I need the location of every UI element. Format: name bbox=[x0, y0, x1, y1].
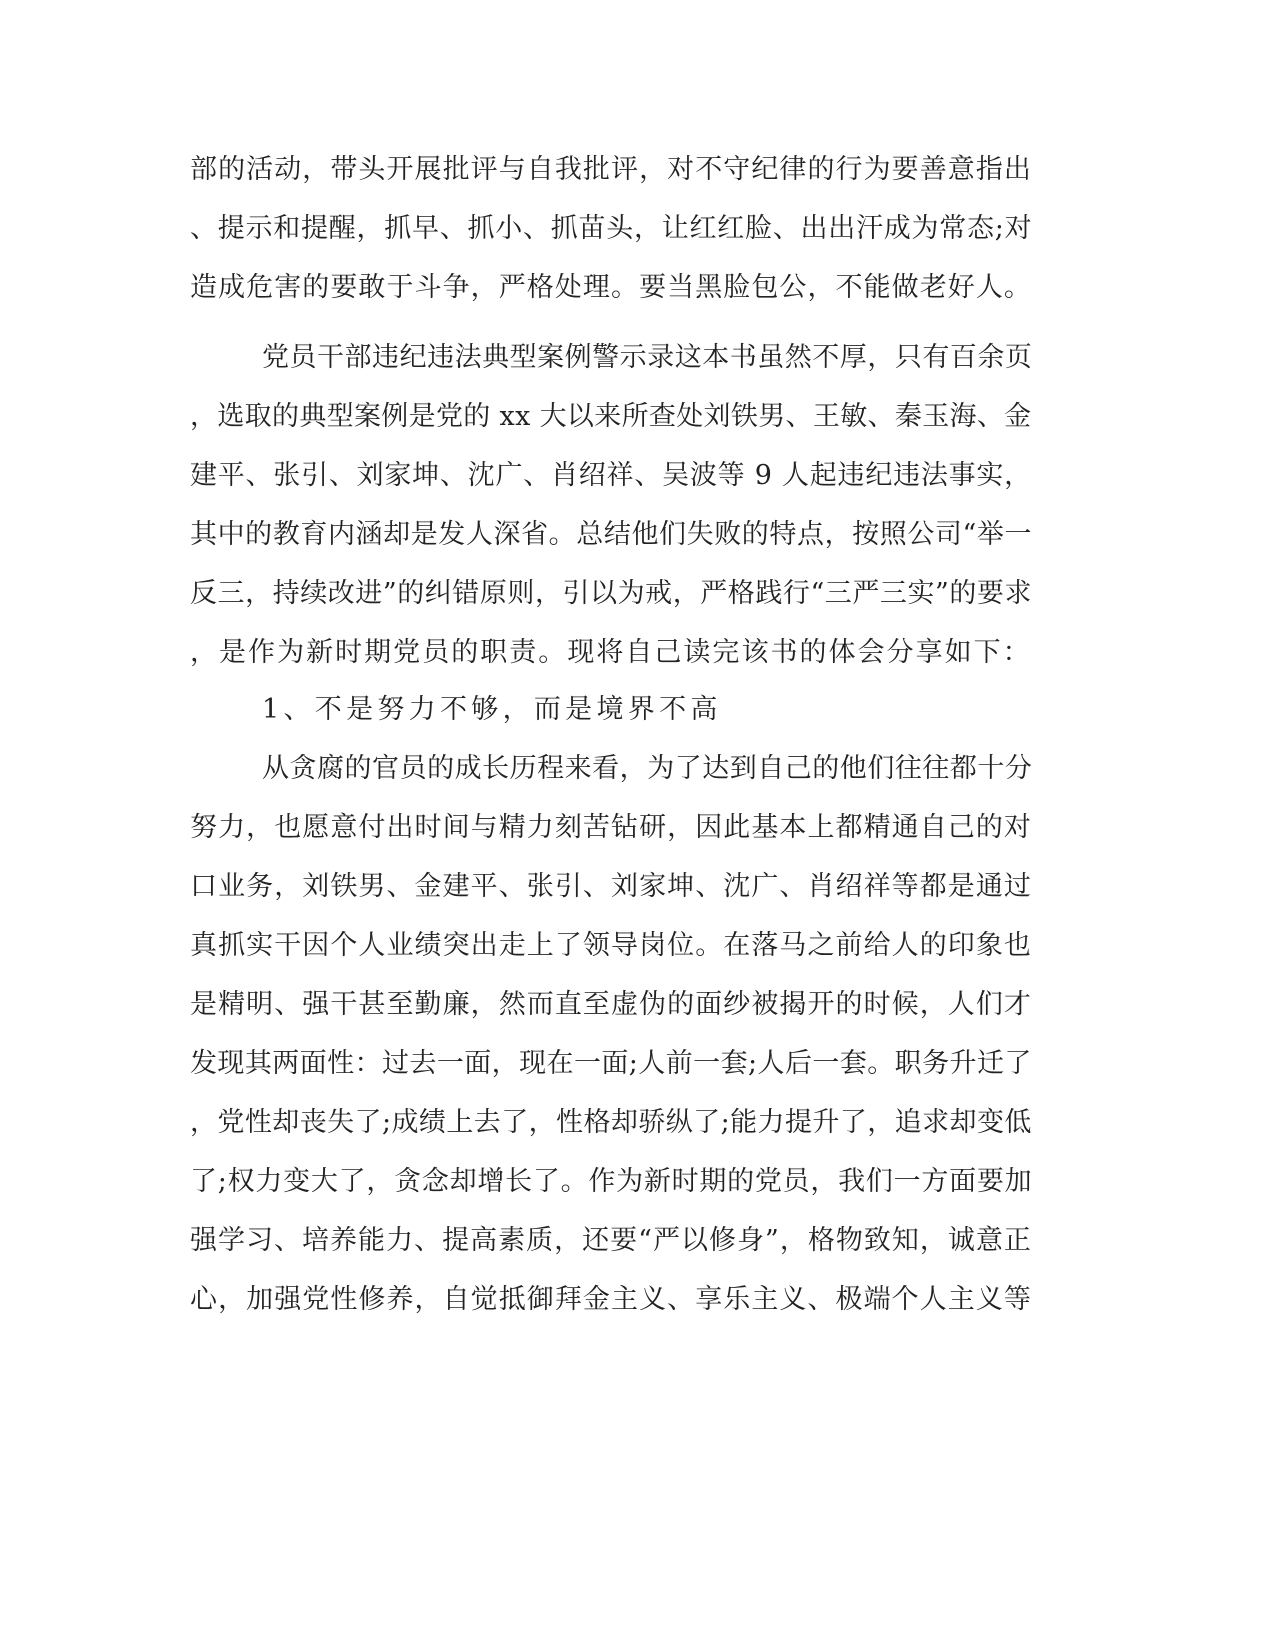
text-line-12: 努力，也愿意付出时间与精力刻苦钻研，因此基本上都精通自己的对 bbox=[190, 812, 1032, 843]
text-line-14: 真抓实干因个人业绩突出走上了领导岗位。在落马之前给人的印象也 bbox=[190, 930, 1032, 961]
text-line-2: 、提示和提醒，抓早、抓小、抓苗头，让红红脸、出出汗成为常态;对 bbox=[190, 213, 1033, 244]
text-line-9: ，是作为新时期党员的职责。现将自己读完该书的体会分享如下： bbox=[190, 637, 1032, 668]
text-line-15: 是精明、强干甚至勤廉，然而直至虚伪的面纱被揭开的时候，人们才 bbox=[190, 989, 1032, 1020]
section-heading: 1、不是努力不够，而是境界不高 bbox=[262, 694, 722, 725]
text-line-1: 部的活动，带头开展批评与自我批评，对不守纪律的行为要善意指出 bbox=[190, 154, 1032, 185]
text-line-19: 强学习、培养能力、提高素质，还要“严以修身”，格物致知，诚意正 bbox=[190, 1225, 1032, 1256]
text-line-13: 口业务，刘铁男、金建平、张引、刘家坤、沈广、肖绍祥等都是通过 bbox=[190, 871, 1032, 902]
text-line-20: 心，加强党性修养，自觉抵御拜金主义、享乐主义、极端个人主义等 bbox=[190, 1284, 1032, 1315]
text-line-17: ，党性却丧失了;成绩上去了，性格却骄纵了;能力提升了，追求却变低 bbox=[190, 1107, 1032, 1138]
paragraph-3-line-1: 从贪腐的官员的成长历程来看，为了达到自己的他们往往都十分 bbox=[262, 753, 1033, 784]
text-line-7: 其中的教育内涵却是发人深省。总结他们失败的特点，按照公司“举一 bbox=[190, 519, 1033, 550]
text-line-3: 造成危害的要敢于斗争，严格处理。要当黑脸包公，不能做老好人。 bbox=[190, 272, 1032, 303]
text-line-8: 反三，持续改进”的纠错原则，引以为戒，严格践行“三严三实”的要求 bbox=[190, 578, 1033, 609]
text-line-5: ，选取的典型案例是党的 xx 大以来所查处刘铁男、王敏、秦玉海、金 bbox=[190, 401, 1032, 432]
text-line-16: 发现其两面性：过去一面，现在一面;人前一套;人后一套。职务升迁了 bbox=[190, 1048, 1032, 1079]
text-line-18: 了;权力变大了，贪念却增长了。作为新时期的党员，我们一方面要加 bbox=[190, 1166, 1033, 1197]
paragraph-2-line-1: 党员干部违纪违法典型案例警示录这本书虽然不厚，只有百余页 bbox=[262, 342, 1033, 373]
text-line-6: 建平、张引、刘家坤、沈广、肖绍祥、吴波等 9 人起违纪违法事实， bbox=[190, 460, 1032, 491]
